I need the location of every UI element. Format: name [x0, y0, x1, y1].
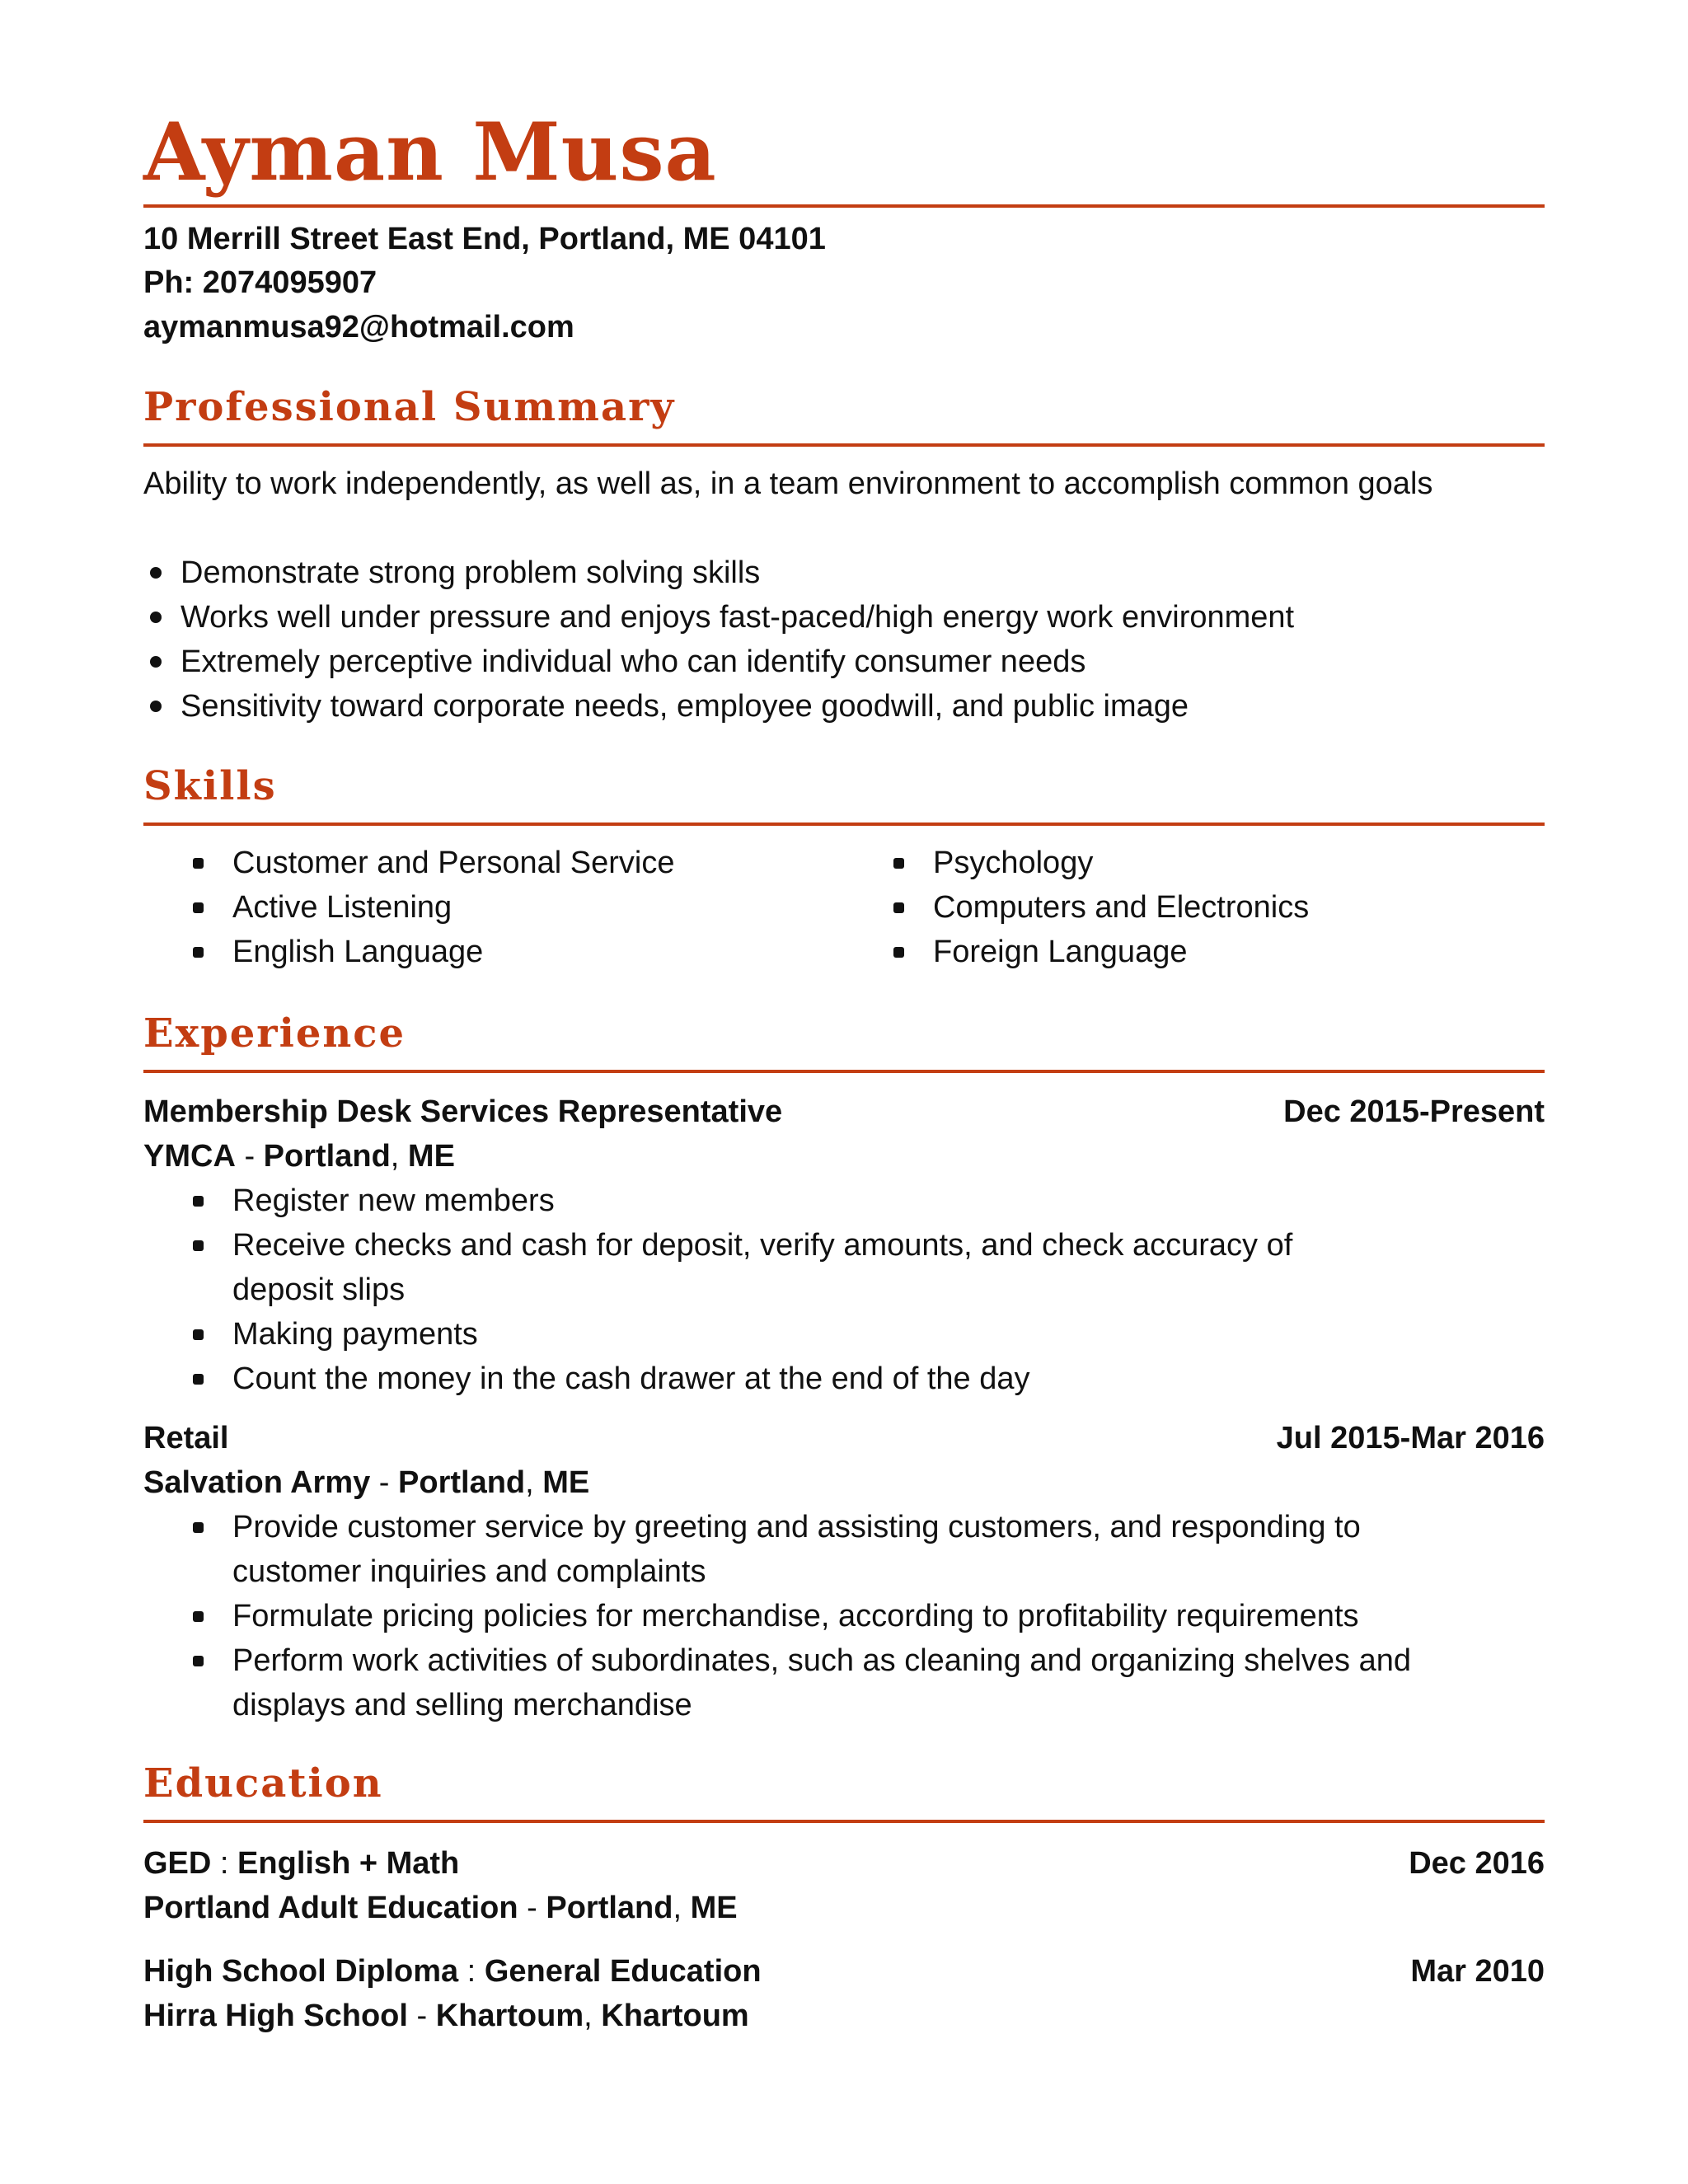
job-employer-line	[143, 1460, 1545, 1505]
job-header	[143, 1090, 1545, 1134]
bullet-square-icon	[893, 902, 904, 913]
bullet-square-icon	[193, 1196, 204, 1207]
education-divider	[143, 1820, 1545, 1823]
education-school-line	[143, 1994, 1545, 2038]
bullet-square-icon	[193, 858, 204, 869]
job-state: ME	[407, 1139, 455, 1174]
summary-divider	[143, 443, 1545, 447]
school-name: Portland Adult Education	[143, 1891, 518, 1925]
summary-bullet: Demonstrate strong problem solving skills	[181, 555, 761, 590]
job-duty-continued: customer inquiries and complaints	[232, 1554, 706, 1589]
job-employer: Salvation Army	[143, 1465, 371, 1500]
separator: :	[211, 1846, 238, 1881]
bullet-square-icon	[893, 947, 904, 958]
separator: -	[518, 1891, 546, 1925]
education-header	[143, 1949, 1545, 1994]
job-employer-line	[143, 1134, 1545, 1179]
bullet-square-icon	[193, 1611, 204, 1622]
summary-bullet: Sensitivity toward corporate needs, employee goodwill, and public image	[181, 689, 1189, 724]
skill-item: Customer and Personal Service	[232, 846, 675, 880]
section-title-education: Education	[143, 1760, 383, 1807]
bullet-square-icon	[193, 1522, 204, 1533]
bullet-dot-icon	[150, 612, 162, 623]
school-city: Khartoum	[435, 1999, 584, 2033]
experience-divider	[143, 1070, 1545, 1073]
job-dates: Jul 2015-Mar 2016	[1276, 1421, 1545, 1455]
contact-address: 10 Merrill Street East End, Portland, ME 04101	[143, 222, 826, 256]
skill-item: Psychology	[933, 846, 1094, 880]
separator: -	[235, 1139, 264, 1174]
job-header	[143, 1416, 1545, 1460]
bullet-dot-icon	[150, 567, 162, 579]
field-of-study: General Education	[484, 1954, 762, 1989]
job-dates: Dec 2015-Present	[1283, 1094, 1545, 1129]
school-state: Khartoum	[601, 1999, 749, 2033]
bullet-square-icon	[193, 1656, 204, 1666]
job-duty: Register new members	[232, 1183, 555, 1218]
job-city: Portland	[398, 1465, 526, 1500]
job-duty: Count the money in the cash drawer at the end of the day	[232, 1361, 1030, 1396]
summary-bullet: Extremely perceptive individual who can identify consumer needs	[181, 644, 1086, 679]
separator: ,	[525, 1465, 543, 1500]
school-city: Portland	[546, 1891, 673, 1925]
summary-bullet: Works well under pressure and enjoys fast-paced/high energy work environment	[181, 600, 1295, 635]
bullet-square-icon	[193, 1374, 204, 1385]
skill-item: Foreign Language	[933, 935, 1188, 969]
job-employer: YMCA	[143, 1139, 236, 1174]
bullet-square-icon	[193, 1329, 204, 1340]
section-title-skills: Skills	[143, 763, 277, 809]
job-city: Portland	[263, 1139, 391, 1174]
section-title-summary: Professional Summary	[143, 384, 676, 430]
skill-item: English Language	[232, 935, 484, 969]
job-title: Retail	[143, 1421, 229, 1455]
section-title-experience: Experience	[143, 1010, 406, 1057]
education-date: Mar 2010	[1410, 1954, 1545, 1989]
bullet-dot-icon	[150, 701, 162, 712]
job-duty: Provide customer service by greeting and assisting customers, and responding to	[232, 1510, 1361, 1544]
separator: -	[407, 1999, 436, 2033]
contact-phone: Ph: 2074095907	[143, 265, 377, 300]
separator: :	[458, 1954, 485, 1989]
degree: GED	[143, 1846, 212, 1881]
skill-item: Active Listening	[232, 890, 452, 925]
field-of-study: English + Math	[237, 1846, 460, 1881]
education-header	[143, 1841, 1545, 1886]
summary-intro: Ability to work independently, as well as, in a team environment to accomplish common goals	[143, 466, 1433, 501]
bullet-square-icon	[193, 947, 204, 958]
education-date: Dec 2016	[1409, 1846, 1545, 1881]
job-duty-continued: displays and selling merchandise	[232, 1688, 692, 1722]
job-duty: Perform work activities of subordinates, such as cleaning and organizing shelves and	[232, 1643, 1411, 1678]
job-title: Membership Desk Services Representative	[143, 1094, 783, 1129]
separator: ,	[673, 1891, 691, 1925]
bullet-square-icon	[193, 1240, 204, 1251]
candidate-name: Ayman Musa	[143, 105, 717, 199]
bullet-square-icon	[193, 902, 204, 913]
header-divider	[143, 204, 1545, 208]
school-state: ME	[690, 1891, 738, 1925]
separator: -	[370, 1465, 399, 1500]
skills-divider	[143, 823, 1545, 826]
job-duty-continued: deposit slips	[232, 1272, 406, 1307]
separator: ,	[584, 1999, 602, 2033]
job-duty: Making payments	[232, 1317, 478, 1352]
education-school-line	[143, 1886, 1545, 1930]
job-state: ME	[542, 1465, 590, 1500]
skill-item: Computers and Electronics	[933, 890, 1310, 925]
job-duty: Formulate pricing policies for merchandise, according to profitability requirements	[232, 1599, 1359, 1633]
school-name: Hirra High School	[143, 1999, 408, 2033]
bullet-dot-icon	[150, 656, 162, 668]
separator: ,	[390, 1139, 408, 1174]
contact-email: aymanmusa92@hotmail.com	[143, 310, 574, 344]
job-duty: Receive checks and cash for deposit, verify amounts, and check accuracy of	[232, 1228, 1293, 1263]
bullet-square-icon	[893, 858, 904, 869]
degree: High School Diploma	[143, 1954, 459, 1989]
